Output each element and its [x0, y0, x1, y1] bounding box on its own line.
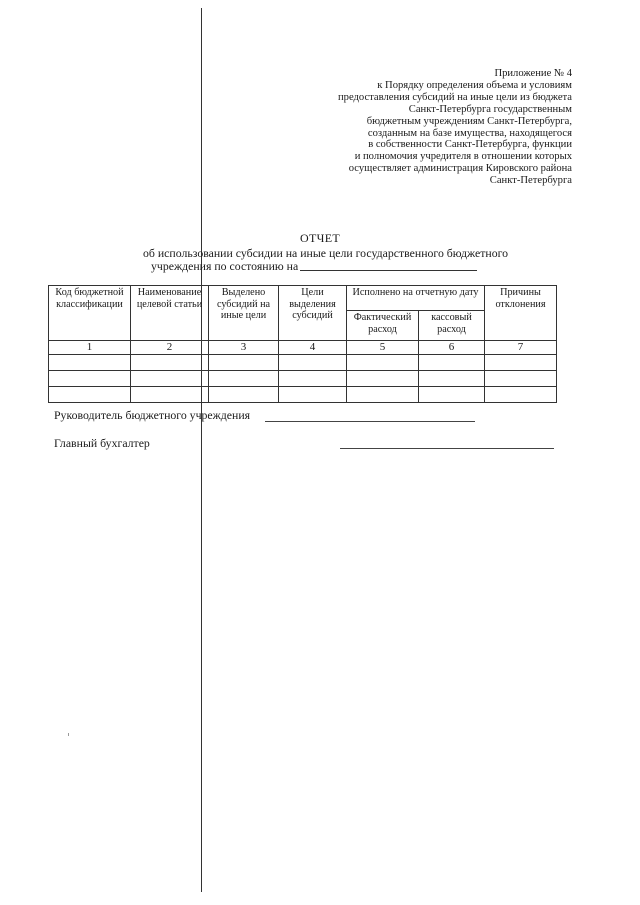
header-name: Наименование целевой статьи: [131, 286, 209, 341]
table-cell[interactable]: [279, 355, 347, 371]
table-cell[interactable]: [347, 387, 419, 403]
appendix-line: к Порядку определения объема и условиям: [377, 79, 572, 91]
table-cell[interactable]: [49, 371, 131, 387]
table-cell[interactable]: [49, 355, 131, 371]
table-cell[interactable]: [209, 355, 279, 371]
table-cell[interactable]: [131, 371, 209, 387]
appendix-line: бюджетным учреждениям Санкт-Петербурга,: [366, 115, 572, 127]
table-row: [49, 371, 557, 387]
report-date-field[interactable]: [300, 270, 477, 271]
appendix-header: [242, 68, 572, 187]
appendix-line: предоставления субсидий на иные цели из бюджета: [337, 91, 572, 103]
table-cell[interactable]: [419, 355, 485, 371]
header-purpose: Цели выделения субсидий: [279, 286, 347, 341]
appendix-line: созданным на базе имущества, находящегося: [367, 127, 572, 139]
table-cell[interactable]: [131, 387, 209, 403]
header-executed: Исполнено на отчетную дату: [347, 286, 485, 311]
table-cell[interactable]: [485, 387, 557, 403]
table-cell[interactable]: [131, 355, 209, 371]
table-cell[interactable]: [485, 355, 557, 371]
scan-artifact-dot: [68, 733, 69, 736]
signature-head-label: Руководитель бюджетного учреждения: [54, 408, 251, 422]
signature-head-line[interactable]: [265, 421, 475, 422]
appendix-line: Санкт-Петербурга государственным: [408, 103, 572, 115]
table-cell[interactable]: [279, 371, 347, 387]
table-cell[interactable]: [209, 371, 279, 387]
report-subtitle-line2: учреждения по состоянию на: [151, 259, 299, 273]
header-reasons: Причины отклонения: [485, 286, 557, 341]
header-code: Код бюджетной классификации: [49, 286, 131, 341]
table-row: [49, 355, 557, 371]
header-actual: Фактический расход: [347, 311, 419, 341]
table-cell[interactable]: [209, 387, 279, 403]
column-number: 6: [419, 341, 485, 355]
column-number: 4: [279, 341, 347, 355]
report-subtitle-line1: об использовании субсидии на иные цели государственного бюджетного: [143, 246, 509, 260]
table-cell[interactable]: [49, 387, 131, 403]
table-cell[interactable]: [419, 371, 485, 387]
signature-accountant-label: Главный бухгалтер: [54, 436, 150, 450]
table-number-row: [49, 341, 557, 355]
table-cell[interactable]: [347, 371, 419, 387]
appendix-line: Приложение № 4: [494, 68, 572, 79]
scan-artifact-line: [201, 8, 202, 892]
table-cell[interactable]: [485, 371, 557, 387]
report-title: ОТЧЕТ: [300, 231, 340, 245]
table-header-row: [49, 286, 557, 311]
header-cash: кассовый расход: [419, 311, 485, 341]
report-table: [48, 285, 557, 403]
table-cell[interactable]: [279, 387, 347, 403]
appendix-line: в собственности Санкт-Петербурга, функции: [368, 139, 572, 151]
column-number: 5: [347, 341, 419, 355]
table-cell[interactable]: [419, 387, 485, 403]
column-number: 1: [49, 341, 131, 355]
column-number: 7: [485, 341, 557, 355]
column-number: 2: [131, 341, 209, 355]
column-number: 3: [209, 341, 279, 355]
appendix-line: Санкт-Петербурга: [489, 175, 572, 187]
appendix-line: осуществляет администрация Кировского района: [348, 163, 572, 175]
appendix-line: и полномочия учредителя в отношении которых: [354, 151, 572, 163]
table-cell[interactable]: [347, 355, 419, 371]
signature-accountant-line[interactable]: [340, 448, 554, 449]
header-allocated: Выделено субсидий на иные цели: [209, 286, 279, 341]
table-row: [49, 387, 557, 403]
